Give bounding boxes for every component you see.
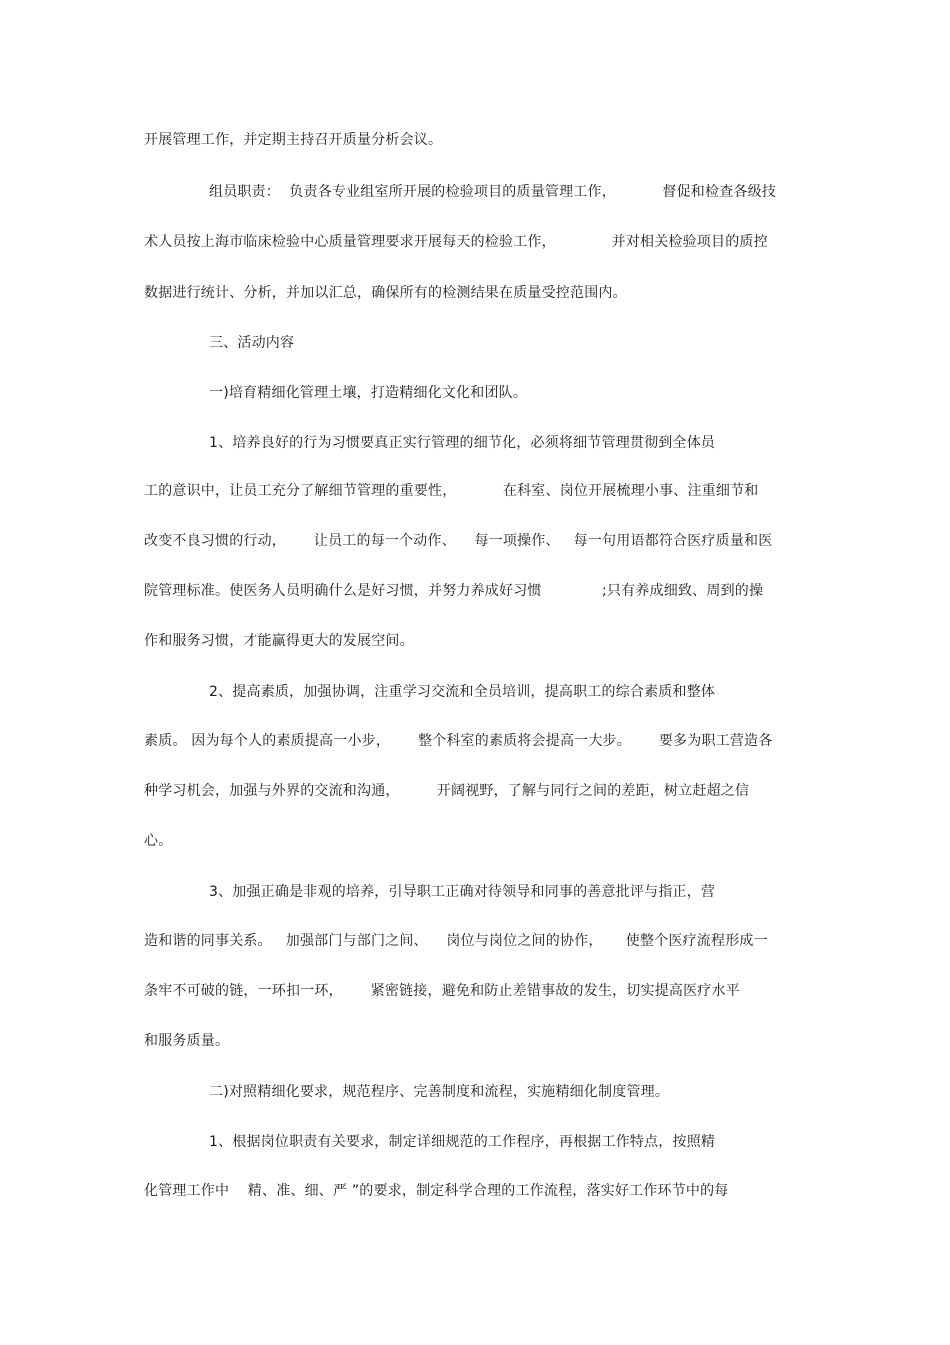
text-line: 工的意识中，让员工充分了解细节管理的重要性， 在科室、岗位开展梳理小事、注重细节和 [144, 483, 759, 499]
text-line: 组员职责： 负责各专业组室所开展的检验项目的质量管理工作， 督促和检查各级技 [209, 184, 776, 200]
text-line: 作和服务习惯，才能赢得更大的发展空间。 [144, 633, 414, 649]
section-heading: 三、活动内容 [209, 335, 295, 351]
text-line: 3、加强正确是非观的培养，引导职工正确对待领导和同事的善意批评与指正，营 [209, 884, 716, 900]
text-line: 术人员按上海市临床检验中心质量管理要求开展每天的检验工作， 并对相关检验项目的质控 [144, 234, 768, 250]
subsection-heading: 一)培育精细化管理土壤，打造精细化文化和团队。 [209, 385, 528, 401]
text-line: 和服务质量。 [144, 1033, 230, 1049]
text-line: 造和谐的同事关系。 加强部门与部门之间、 岗位与岗位之间的协作， 使整个医疗流程形成一 [144, 933, 768, 949]
text-line: 院管理标准。使医务人员明确什么是好习惯，并努力养成好习惯 ;只有养成细致、周到的操 [144, 583, 764, 599]
text-line: 心。 [144, 833, 173, 849]
subsection-heading: 二)对照精细化要求，规范程序、完善制度和流程，实施精细化制度管理。 [209, 1084, 670, 1100]
text-line: 2、提高素质，加强协调，注重学习交流和全员培训，提高职工的综合素质和整体 [209, 684, 716, 700]
text-line: 数据进行统计、分析，并加以汇总，确保所有的检测结果在质量受控范围内。 [144, 285, 627, 301]
text-line: 1、培养良好的行为习惯要真正实行管理的细节化，必须将细节管理贯彻到全体员 [209, 435, 716, 451]
text-line: 改变不良习惯的行动， 让员工的每一个动作、 每一项操作、 每一句用语都符合医疗质量和医 [144, 533, 773, 549]
text-line: 种学习机会，加强与外界的交流和沟通， 开阔视野，了解与同行之间的差距，树立赶超之信 [144, 783, 750, 799]
text-line: 素质。 因为每个人的素质提高一小步， 整个科室的素质将会提高一大步。 要多为职工营造各 [144, 733, 773, 749]
text-line: 1、根据岗位职责有关要求，制定详细规范的工作程序，再根据工作特点，按照精 [209, 1134, 716, 1150]
text-line: 开展管理工作，并定期主持召开质量分析会议。 [144, 132, 443, 148]
text-line: 化管理工作中 精、准、细、严 ”的要求，制定科学合理的工作流程，落实好工作环节中的每 [144, 1183, 729, 1199]
text-line: 条牢不可破的链，一环扣一环， 紧密链接，避免和防止差错事故的发生，切实提高医疗水平 [144, 983, 740, 999]
